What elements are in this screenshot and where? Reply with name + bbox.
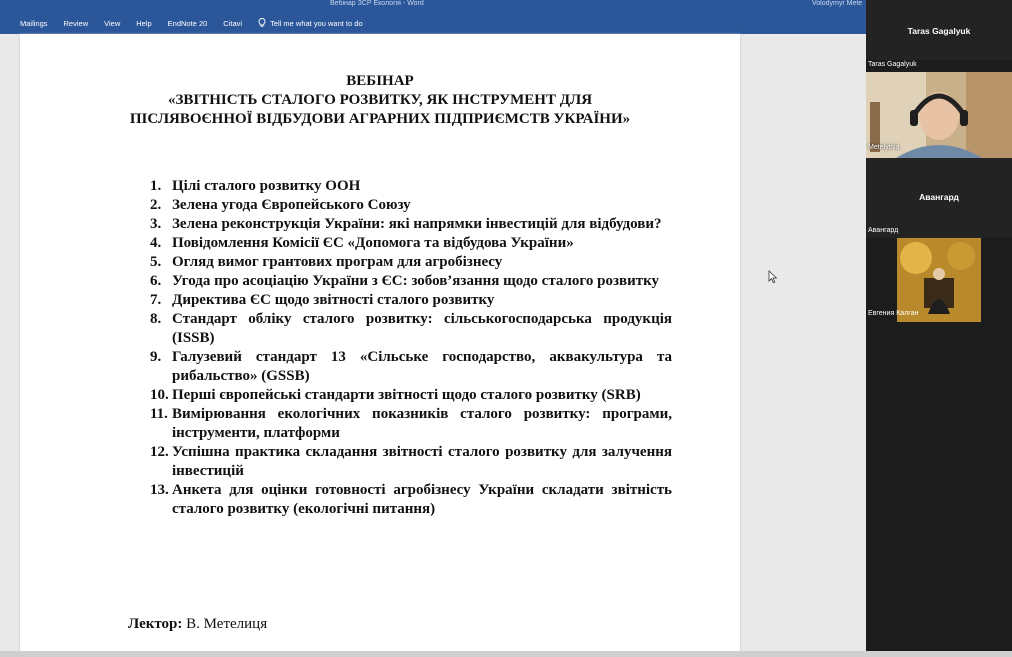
webinar-heading: ВЕБІНАР [346,73,414,89]
participant-caption: Евгения Калган [868,310,919,317]
title-bar [0,0,866,12]
participant-tile[interactable] [866,158,1012,238]
list-item: 5. Огляд вимог грантових програм для агробізнесу [150,254,503,270]
participant-caption: Авангард [868,227,899,234]
participants-panel [866,0,1012,657]
document-page[interactable] [20,34,740,657]
tab-help[interactable]: Help [136,18,152,28]
tab-review[interactable]: Review [63,18,89,28]
list-item: 12. Успішна практика складання звітності сталого розвитку для залучення інвестицій [150,444,672,479]
list-item: 2. Зелена угода Європейського Союзу [150,197,411,213]
list-item: 1. Цілі сталого розвитку ООН [150,178,361,194]
tab-view[interactable]: View [104,18,121,28]
lecturer-label: Лектор: [128,616,183,632]
list-item: 11. Вимірювання екологічних показників сталого розвитку: програми, інструменти, платформи [150,406,672,441]
list-item: 6. Угода про асоціацію України з ЄС: зобов’язання щодо сталого розвитку [150,273,660,289]
lecturer-name: В. Метелиця [186,616,268,632]
webinar-title-line-1: «ЗВІТНІСТЬ СТАЛОГО РОЗВИТКУ, ЯК ІНСТРУМЕНТ ДЛЯ [167,92,593,108]
participant-video[interactable] [866,238,1012,322]
list-item: 7. Директива ЄС щодо звітності сталого розвитку [150,292,495,308]
tell-me-label: Tell me what you want to do [270,18,363,28]
tab-endnote[interactable]: EndNote 20 [167,18,208,28]
list-item: 3. Зелена реконструкція України: які напрямки інвестицій для відбудови? [150,216,662,232]
list-item: 9. Галузевий стандарт 13 «Сільське господарство, аквакультура та рибальство» (GSSB) [150,349,672,384]
status-bar [0,651,1012,657]
document-title: Вебінар ЗСР Екологія - Word [330,0,424,7]
list-item: 10. Перші європейські стандарти звітності щодо сталого розвитку (SRB) [150,387,641,403]
participant-caption: Taras Gagalyuk [868,61,917,68]
list-item: 13. Анкета для оцінки готовності агробізнесу України складати звітність сталого розвитку (екологічні питання) [150,482,672,517]
tab-citavi[interactable]: Citavi [223,18,243,28]
webinar-title-line-2: ПІСЛЯВОЄННОЇ ВІДБУДОВИ АГРАРНИХ ПІДПРИЄМСТВ УКРАЇНИ» [129,111,631,127]
account-name[interactable]: Volodymyr Mete [812,0,863,7]
list-item: 4. Повідомлення Комісії ЄС «Допомога та відбудова України» [150,235,574,251]
lightbulb-icon [258,18,266,28]
tab-mailings[interactable]: Mailings [20,18,48,28]
participant-caption: Metelytsia [868,144,900,151]
lecturer-line [128,616,267,633]
participant-video[interactable] [866,72,1012,158]
mouse-pointer-icon [768,270,778,284]
list-item: 8. Стандарт обліку сталого розвитку: сільськогосподарська продукція (ISSB) [150,311,672,346]
participant-name: Авангард [919,192,959,202]
tell-me-search[interactable] [258,18,379,28]
participant-name: Taras Gagalyuk [907,26,971,36]
participant-tile[interactable] [866,0,1012,68]
agenda-list [150,177,672,519]
ribbon-tabs [0,13,395,33]
